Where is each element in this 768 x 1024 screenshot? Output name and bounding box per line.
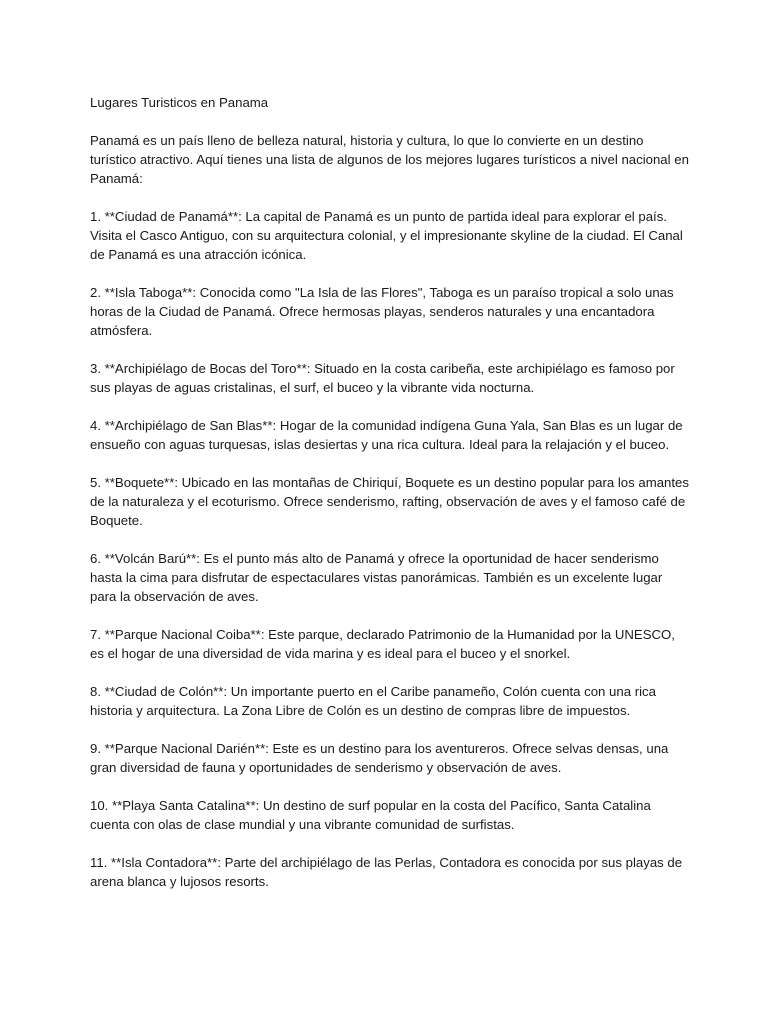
list-item: 5. **Boquete**: Ubicado en las montañas de Chiriquí, Boquete es un destino popular para los amantes de la naturaleza y el ecoturismo. Ofrece senderismo, rafting, observación de aves y el famoso café de Boquete. [90,475,689,528]
list-item: 11. **Isla Contadora**: Parte del archipiélago de las Perlas, Contadora es conocida por sus playas de arena blanca y lujosos resorts. [90,855,683,889]
list-item: 4. **Archipiélago de San Blas**: Hogar de la comunidad indígena Guna Yala, San Blas es un lugar de ensueño con aguas turquesas, islas desiertas y una rica cultura. Ideal para la relajación y el buceo. [90,418,683,452]
list-item: 2. **Isla Taboga**: Conocida como "La Isla de las Flores", Taboga es un paraíso tropical a solo unas horas de la Ciudad de Panamá. Ofrece hermosas playas, senderos naturales y una encantadora atmósfera. [90,285,674,338]
list-item: 10. **Playa Santa Catalina**: Un destino de surf popular en la costa del Pacífico, Santa Catalina cuenta con olas de clase mundial y una vibrante comunidad de surfistas. [90,798,651,832]
document-page [90,93,690,910]
list-item: 1. **Ciudad de Panamá**: La capital de Panamá es un punto de partida ideal para explorar el país. Visita el Casco Antiguo, con su arquitectura colonial, y el impresionante skyline de la ciudad. El Canal de Panamá es una atracción icónica. [90,209,683,262]
list-item: 6. **Volcán Barú**: Es el punto más alto de Panamá y ofrece la oportunidad de hacer senderismo hasta la cima para disfrutar de espectaculares vistas panorámicas. También es un excelente lugar para la observación de aves. [90,551,663,604]
document-title: Lugares Turisticos en Panama [90,95,269,110]
list-item: 3. **Archipiélago de Bocas del Toro**: Situado en la costa caribeña, este archipiélago es famoso por sus playas de aguas cristalinas, el surf, el buceo y la vibrante vida nocturna. [90,361,675,395]
list-item: 8. **Ciudad de Colón**: Un importante puerto en el Caribe panameño, Colón cuenta con una rica historia y arquitectura. La Zona Libre de Colón es un destino de compras libre de impuestos. [90,684,656,718]
intro-paragraph: Panamá es un país lleno de belleza natural, historia y cultura, lo que lo convierte en un destino turístico atractivo. Aquí tienes una lista de algunos de los mejores lugares turísticos a nivel nacional en Panamá: [90,133,689,186]
list-item: 9. **Parque Nacional Darién**: Este es un destino para los aventureros. Ofrece selvas densas, una gran diversidad de fauna y oportunidades de senderismo y observación de aves. [90,741,669,775]
list-item: 7. **Parque Nacional Coiba**: Este parque, declarado Patrimonio de la Humanidad por la UNESCO, es el hogar de una diversidad de vida marina y es ideal para el buceo y el snorkel. [90,627,675,661]
